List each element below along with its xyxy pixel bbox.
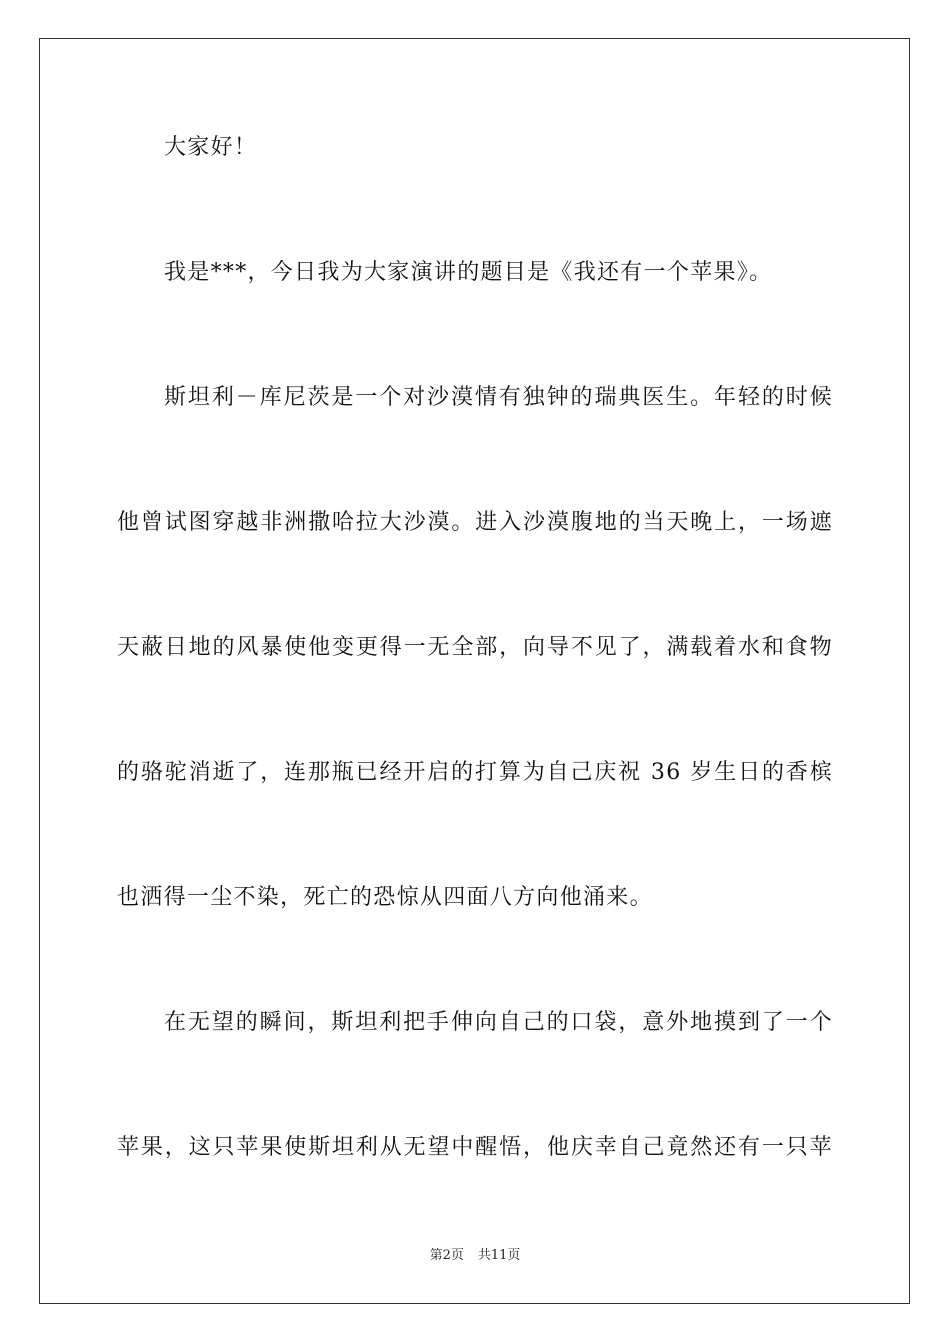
greeting-line: 大家好！ — [164, 135, 258, 160]
paragraph-line: 他曾试图穿越非洲撒哈拉大沙漠。进入沙漠腹地的当天晚上，一场遮 — [117, 510, 833, 535]
page-footer — [0, 1247, 950, 1265]
paragraph-line: 也洒得一尘不染，死亡的恐惊从四面八方向他涌来。 — [117, 885, 653, 910]
paragraph-line: 在无望的瞬间，斯坦利把手伸向自己的口袋，意外地摸到了一个 — [164, 1010, 833, 1035]
page-frame — [39, 38, 910, 1304]
paragraph-line: 的骆驼消逝了，连那瓶已经开启的打算为自己庆祝 36 岁生日的香槟 — [117, 760, 833, 785]
page-number: 第2页 — [429, 1248, 464, 1263]
intro-line: 我是***，今日我为大家演讲的题目是《我还有一个苹果》。 — [164, 260, 773, 285]
page-total: 共11页 — [477, 1248, 521, 1263]
paragraph-line: 斯坦利－库尼茨是一个对沙漠情有独钟的瑞典医生。年轻的时候 — [164, 385, 833, 410]
paragraph-line: 天蔽日地的风暴使他变更得一无全部，向导不见了，满载着水和食物 — [117, 635, 833, 660]
paragraph-line: 苹果，这只苹果使斯坦利从无望中醒悟，他庆幸自己竟然还有一只苹 — [117, 1135, 833, 1160]
